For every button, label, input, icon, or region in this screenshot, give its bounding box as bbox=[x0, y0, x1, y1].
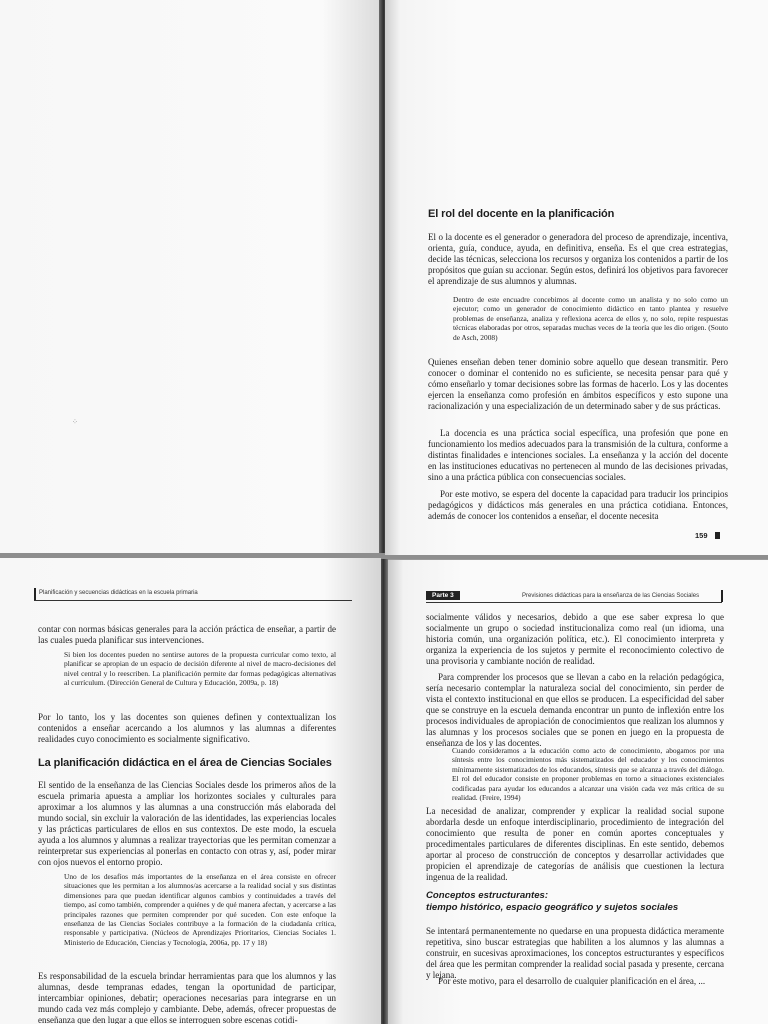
scan-speck: ⁘ bbox=[72, 418, 78, 426]
running-head-bar bbox=[721, 590, 723, 602]
running-head-bar bbox=[34, 588, 36, 600]
paragraph: Por lo tanto, los y las docentes son quienes definen y contextualizan los contenidos a enseñar acercando a los alumnos y las alumnas a diferentes realidades cuyo conocimiento es socialmente significativo. bbox=[38, 712, 336, 744]
page-159 bbox=[385, 0, 768, 555]
block-quote: Uno de los desafíos más importantes de la enseñanza en el área consiste en ofrecer situaciones que les permitan a los alumnos/as acercarse a la realidad social y sus distintas dimensiones para que puedan identificar algunos cambios y continuidades a través del tiempo, así como también, comprender a quiénes y de qué manera afectan, y acercarse a las principales razones que permiten comprender por qué suceden. Con este enfoque la enseñanza de las Ciencias Sociales contribuye a la formación de la ciudadanía crítica, responsable y participativa. (Núcleos de Aprendizajes Prioritarios, Ciencias Sociales 1. Ministerio de Educación, Ciencias y Tecnología, 2006a, pp. 17 y 18) bbox=[64, 872, 336, 947]
page-right-bottom bbox=[388, 560, 768, 1024]
paragraph: El sentido de la enseñanza de las Ciencias Sociales desde los primeros años de la escuela primaria apuesta a ampliar los horizontes sociales y culturales para aproximar a los alumnos y las alumnas a una construcción más elaborada del mundo social, sin excluir la valoración de las identidades, las experiencias locales y las prácticas particulares de ellos en sus contextos. De este modo, la escuela ayuda a los alumnos y alumnas a realizar trayectorias que les permitan comenzar a reinterpretar sus experiencias al ponerlas en contacto con otras y, así, poder mirar con ojos nuevos el entorno propio. bbox=[38, 780, 336, 867]
section-heading-rol-docente: El rol del docente en la planificación bbox=[428, 208, 615, 220]
page-number-marker bbox=[715, 532, 720, 539]
paragraph: Se intentará permanentemente no quedarse en una propuesta didáctica meramente repetitiva, sino buscar estrategias que habiliten a los alumnos y las alumnas a construir, en sucesivas aproximaciones, los conceptos estructurantes y específicos del área que les permitan comprender la realidad social pasada y presente, cercana y lejana. bbox=[426, 926, 724, 980]
subheading-line-2: tiempo histórico, espacio geográfico y sujetos sociales bbox=[426, 902, 679, 913]
paragraph: Quienes enseñan deben tener dominio sobre aquello que desean transmitir. Pero conocer o dominar el contenido no es suficiente, se necesita pensar para qué y cómo enseñarlo y tomar decisiones sobre las formas de hacerlo. Los y las docentes ejercen la enseñanza como profesión en ámbitos específicos y esto supone una racionalización y una especialización de un determinado saber y de sus prácticas. bbox=[428, 357, 728, 411]
paragraph: La docencia es una práctica social específica, una profesión que pone en funcionamiento los medios adecuados para la transmisión de la cultura, conforme a distintas finalidades e intenciones sociales. La enseñanza y la acción del docente en las instituciones educativas no pertenecen al mundo de las decisiones privadas, sino a una práctica pública con consecuencias sociales. bbox=[428, 428, 728, 482]
paragraph: Por este motivo, para el desarrollo de cualquier planificación en el área, ... bbox=[438, 976, 706, 986]
paragraph: Para comprender los procesos que se llevan a cabo en la relación pedagógica, sería necesario contemplar la naturaleza social del conocimiento, sin perder de vista el contexto institucional en que ellos se producen. La especificidad del saber que se construye en la escuela demanda encontrar un punto de inflexión entre los procesos individuales de apropiación de conocimientos que realizan los alumnos y las alumnas y los procesos sociales que se ponen en juego en la propuesta de enseñanza de los y las docentes. bbox=[426, 672, 724, 748]
subheading-line-1: Conceptos estructurantes: bbox=[426, 890, 549, 901]
section-heading-planificacion: La planificación didáctica en el área de Ciencias Sociales bbox=[38, 757, 332, 769]
block-quote: Si bien los docentes pueden no sentirse autores de la propuesta curricular como texto, al planificar se apropian de un espacio de decisión diferente al nivel de macro-decisiones del nivel central y lo reescriben. La planificación permite dar formas pedagógicas alternativas al currículum. (Dirección General de Cultura y Educación, 2009a, p. 18) bbox=[64, 650, 336, 688]
paragraph: El o la docente es el generador o generadora del proceso de aprendizaje, incentiva, orienta, guía, conduce, ayuda, en definitiva, enseña. Es el que crea estrategias, decide las técnicas, selecciona los recursos y organiza los contenidos a partir de los propósitos que guían su accionar. Según estos, definirá los objetivos para favorecer el aprendizaje de sus alumnos y alumnas. bbox=[428, 232, 728, 286]
header-rule bbox=[34, 600, 352, 601]
header-rule bbox=[426, 602, 722, 603]
paragraph: Es responsabilidad de la escuela brindar herramientas para que los alumnos y las alumnas, desde tempranas edades, tengan la oportunidad de participar, intercambiar opiniones, debatir; operaciones necesarias para integrarse en un mundo cada vez más complejo y cambiante. Debe, además, ofrecer propuestas de enseñanza que den lugar a que ellos se interroguen sobre escenas cotidi- bbox=[38, 971, 336, 1024]
paragraph: Por este motivo, se espera del docente la capacidad para traducir los principios pedagógicos y didácticos más generales en una práctica cotidiana. Entonces, además de conocer los contenidos a enseñar, el docente necesita bbox=[428, 489, 728, 521]
running-head: Previsiones didácticas para la enseñanza de las Ciencias Sociales bbox=[522, 593, 700, 599]
page-number: 159 bbox=[695, 531, 708, 540]
block-quote: Dentro de este encuadre concebimos al docente como un analista y no solo como un ejecutor; como un generador de conocimiento didáctico en tanto plantea y resuelve problemas de enseñanza, analiza y reflexiona acerca de ellos y, no solo, repite respuestas técnicas elaboradas por otros, separadas muchas veces de la teoría que les dio origen. (Souto de Asch, 2008) bbox=[453, 295, 728, 342]
part-badge: Parte 3 bbox=[426, 591, 460, 600]
blank-page-top-left bbox=[0, 0, 379, 553]
page-left-bottom bbox=[0, 558, 381, 1024]
block-quote: Cuando consideramos a la educación como acto de conocimiento, abogamos por una síntesis entre los conocimientos más sistematizados del educador y los conocimientos mínimamente sistematizados de los educandos, síntesis que se alcanza a través del diálogo. El rol del educador consiste en proponer problemas en torno a situaciones existenciales codificadas para ayudar los educandos a alcanzar una visión cada vez más crítica de su realidad. (Freire, 1994) bbox=[452, 746, 724, 803]
paragraph: La necesidad de analizar, comprender y explicar la realidad social supone abordarla desde un enfoque interdisciplinario, procedimiento de integración del conocimiento que resulta de poner en común aportes conceptuales y procedimentales particulares de diferentes disciplinas. En este sentido, debemos aportar al proceso de construcción de conceptos y desarrollar actividades que propicien el aprendizaje de categorías de análisis que cuestionen la lectura ingenua de la realidad. bbox=[426, 806, 724, 882]
paragraph: contar con normas básicas generales para la acción práctica de enseñar, a partir de las cuales pueda planificar sus intervenciones. bbox=[38, 624, 336, 645]
running-head: Planificación y secuencias didácticas en la escuela primaria bbox=[39, 590, 198, 596]
paragraph: socialmente válidos y necesarios, debido a que ese saber expresa lo que socialmente un grupo o sociedad institucionaliza como real (un idioma, una historia común, una organización política, etc.). El conocimiento interpreta y organiza la experiencia de los sujetos y permite el reconocimiento colectivo de una provisoria y cambiante noción de realidad. bbox=[426, 612, 724, 666]
